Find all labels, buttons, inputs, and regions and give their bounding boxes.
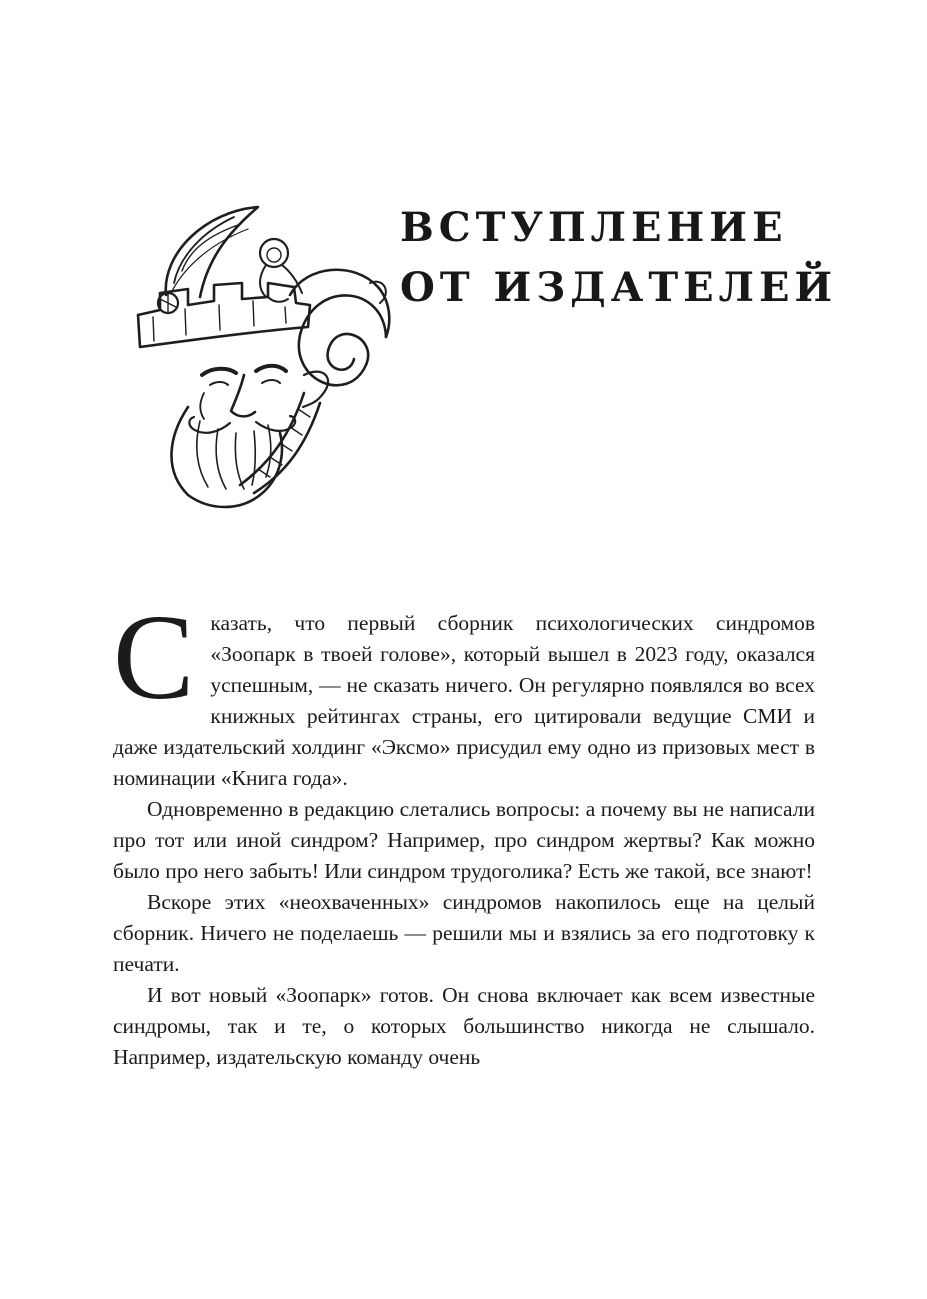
paragraph xyxy=(113,887,815,980)
drop-cap: С xyxy=(113,590,195,725)
paragraph xyxy=(113,980,815,1073)
paragraph-text: Одновременно в редакцию слетались вопросы: а почему вы не написали про тот или иной синдром? Например, про синдром жертвы? Как можно было про него забыть! Или синдром трудоголика? Есть же такой, все знают! xyxy=(113,797,815,883)
paragraph-text: Вскоре этих «неохваченных» синдромов накопилось еще на целый сборник. Ничего не поделаешь — решили мы и взялись за его подготовку к печати. xyxy=(113,890,815,976)
body-text xyxy=(113,590,815,1073)
chapter-heading-line-1: ВСТУПЛЕНИЕ xyxy=(400,204,788,251)
chapter-illustration xyxy=(108,195,398,510)
chapter-heading-line-2: ОТ ИЗДАТЕЛЕЙ xyxy=(400,264,838,311)
paragraph xyxy=(113,590,815,794)
king-woodcut-illustration xyxy=(108,195,398,510)
paragraph-text: И вот новый «Зоопарк» готов. Он снова включает как всем известные синдромы, так и те, о которых большинство никогда не слышало. Например, издательскую команду очень xyxy=(113,983,815,1069)
paragraph xyxy=(113,794,815,887)
paragraph-text: казать, что первый сборник психологических синдромов «Зоопарк в твоей голове», который вышел в 2023 году, оказался успешным, — не сказать ничего. Он регулярно появлялся во всех книжных рейтингах страны, его цитировали ведущие СМИ и даже издательский холдинг «Эксмо» присудил ему одно из призовых мест в номинации «Книга года». xyxy=(113,611,815,790)
chapter-heading xyxy=(400,198,837,318)
